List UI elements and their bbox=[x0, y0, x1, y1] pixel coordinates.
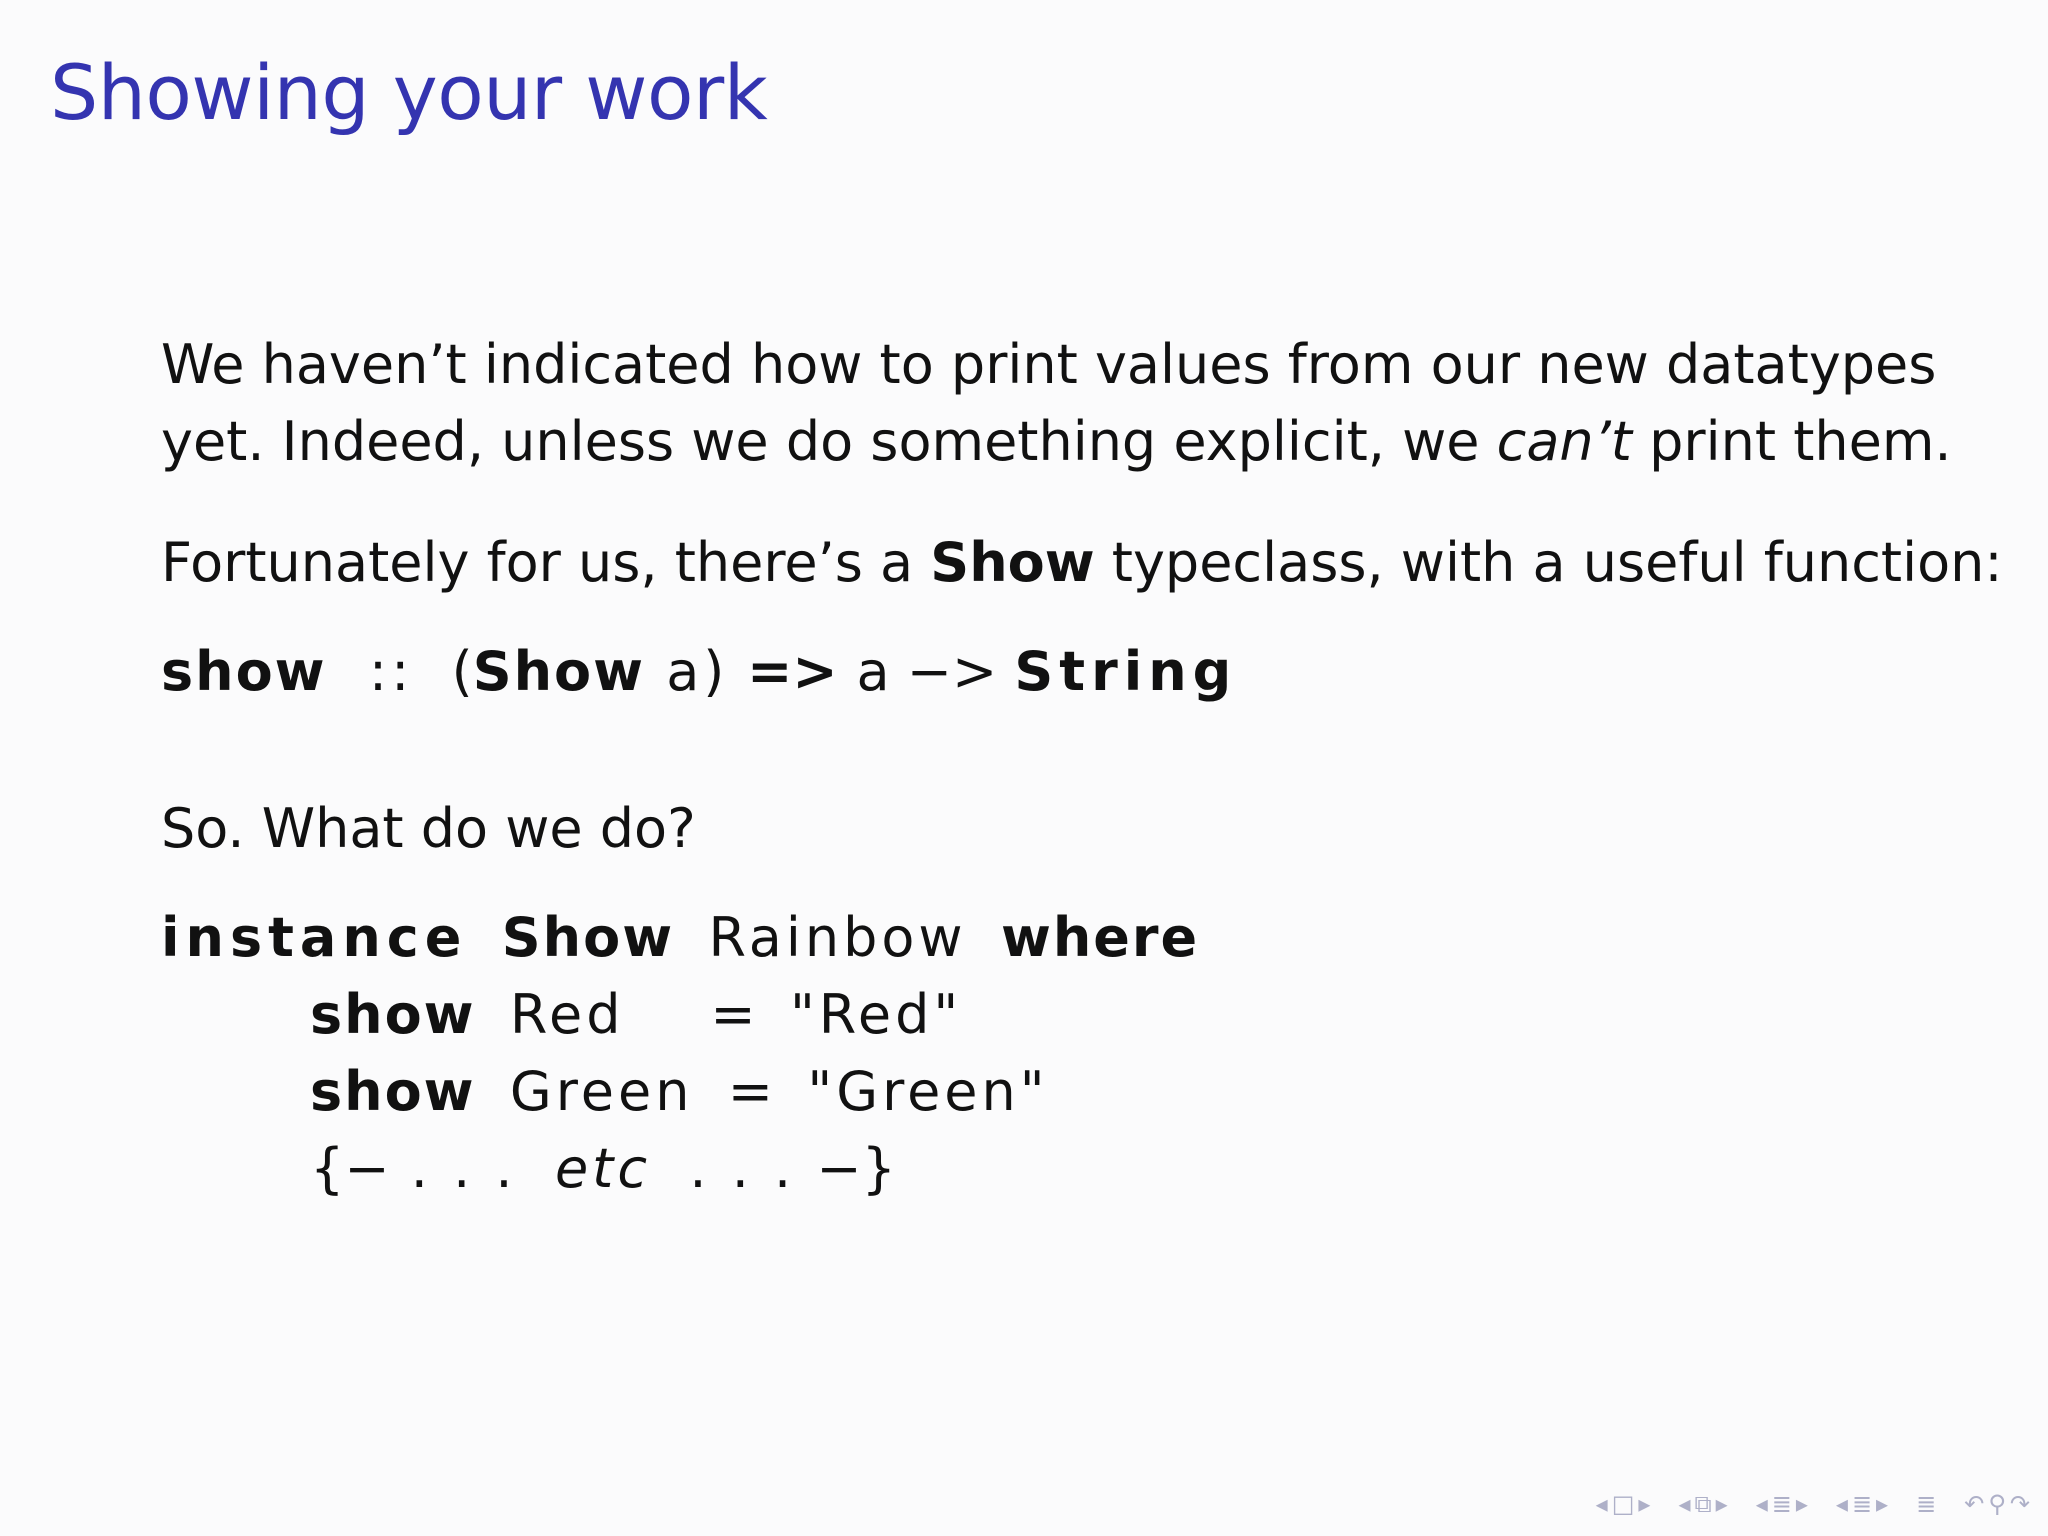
arrow-right-icon[interactable]: ▸ bbox=[1876, 1490, 1889, 1518]
constructor-green: Green bbox=[509, 1060, 694, 1123]
intro-line-1: We haven’t indicated how to print values from our new datatypes bbox=[161, 333, 1937, 396]
undo-icon[interactable]: ↶ bbox=[1964, 1490, 1985, 1518]
show-fn-red: show bbox=[310, 983, 476, 1046]
align-nav bbox=[1916, 1492, 1936, 1516]
instance-line-red bbox=[310, 983, 962, 1046]
beamer-navigation bbox=[1574, 1492, 2030, 1516]
align-icon[interactable]: ≣ bbox=[1916, 1490, 1937, 1518]
instance-keyword: instance bbox=[161, 906, 468, 969]
arrow-left-icon[interactable]: ◂ bbox=[1595, 1490, 1608, 1518]
instance-line-green bbox=[310, 1060, 1049, 1123]
show-class-name: Show bbox=[930, 531, 1095, 594]
subsection-nav bbox=[1678, 1492, 1727, 1516]
instance-class: Show bbox=[501, 906, 675, 969]
signature-class: Show bbox=[472, 640, 646, 703]
presentation-nav bbox=[1836, 1492, 1888, 1516]
constructor-red: Red bbox=[509, 983, 625, 1046]
string-green: "Green" bbox=[807, 1060, 1049, 1123]
search-icon[interactable]: ⚲ bbox=[1988, 1490, 2006, 1518]
show-typeclass-paragraph bbox=[161, 524, 2003, 601]
signature-var: a) bbox=[645, 640, 729, 703]
arrow-right-icon[interactable]: ▸ bbox=[1715, 1490, 1728, 1518]
search-nav bbox=[1964, 1492, 2030, 1516]
string-red: "Red" bbox=[789, 983, 963, 1046]
intro-paragraph bbox=[161, 326, 1952, 480]
frame-icon[interactable]: □ bbox=[1611, 1490, 1635, 1518]
arrow-right-icon[interactable]: ▸ bbox=[1638, 1490, 1651, 1518]
subsection-icon[interactable]: ⧉ bbox=[1694, 1490, 1712, 1518]
section-icon[interactable]: ≣ bbox=[1851, 1490, 1873, 1518]
signature-function: show bbox=[161, 640, 327, 703]
equals-green: = bbox=[727, 1060, 774, 1123]
signature-arrow: −> bbox=[889, 640, 1015, 703]
comment-open: {− bbox=[310, 1137, 390, 1200]
comment-dots-2: . . . bbox=[668, 1137, 817, 1200]
show-type-signature bbox=[161, 640, 1237, 703]
signature-fat-arrow: => bbox=[728, 640, 857, 703]
redo-icon[interactable]: ↷ bbox=[2009, 1490, 2030, 1518]
slide-title: Showing your work bbox=[50, 48, 768, 137]
intro-emphasis: can’t bbox=[1496, 410, 1632, 473]
frame-nav bbox=[1596, 1492, 1651, 1516]
intro-line-2-start: yet. Indeed, unless we do something explicit, we bbox=[161, 410, 1497, 473]
arrow-left-icon[interactable]: ◂ bbox=[1835, 1490, 1848, 1518]
comment-etc: etc bbox=[554, 1137, 652, 1200]
show-fn-green: show bbox=[310, 1060, 476, 1123]
where-keyword: where bbox=[1000, 906, 1200, 969]
section-nav bbox=[1756, 1492, 1808, 1516]
signature-separator: :: bbox=[326, 640, 435, 703]
arrow-left-icon[interactable]: ◂ bbox=[1755, 1490, 1768, 1518]
question-paragraph: So. What do we do? bbox=[161, 797, 696, 860]
signature-open-paren: ( bbox=[434, 640, 473, 703]
equals-red: = bbox=[710, 983, 756, 1046]
comment-close: −} bbox=[816, 1137, 896, 1200]
instance-declaration bbox=[161, 906, 1199, 969]
instance-comment bbox=[310, 1137, 896, 1200]
signature-return-type: String bbox=[1014, 640, 1238, 703]
intro-line-2-end: print them. bbox=[1631, 410, 1952, 473]
show-paragraph-start: Fortunately for us, there’s a bbox=[161, 531, 931, 594]
comment-dots-1: . . . bbox=[389, 1137, 538, 1200]
instance-type: Rainbow bbox=[708, 906, 967, 969]
arrow-right-icon[interactable]: ▸ bbox=[1795, 1490, 1808, 1518]
section-icon[interactable]: ≣ bbox=[1771, 1490, 1792, 1518]
signature-var-2: a bbox=[856, 640, 890, 703]
arrow-left-icon[interactable]: ◂ bbox=[1678, 1490, 1691, 1518]
show-paragraph-end: typeclass, with a useful function: bbox=[1094, 531, 2003, 594]
